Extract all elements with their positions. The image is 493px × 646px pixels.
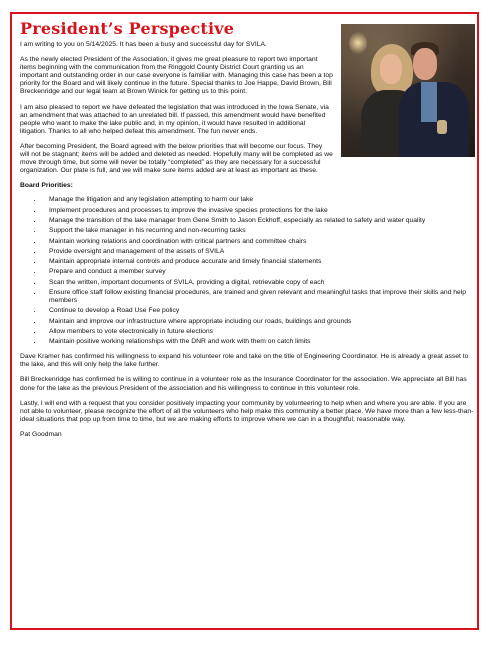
- list-item: • Maintain working relations and coordination with critical partners and committee chairs: [43, 238, 475, 246]
- list-item: • Support the lake manager in his recurring and non-recurring tasks: [43, 227, 475, 235]
- signature: Pat Goodman: [20, 430, 62, 438]
- priorities-heading: Board Priorities:: [20, 182, 73, 190]
- paragraph-legislation: I am also pleased to report we have defeated the legislation that was introduced in the Iowa Senate, via an amendment that was attached to an unrelated bill. If passed, this amendment would have benefited people who want to make the lake public and, in my opinion, it would have resulted in additional litigation. Thanks to all who helped defeat this amendment. The fun never ends.: [20, 103, 329, 135]
- list-item: • Continue to develop a Road Use Fee policy: [43, 307, 475, 315]
- paragraph-volunteer-request: Lastly, I will end with a request that you consider positively impacting your community by volunteering to help when and where you are able. If you are not able to volunteer, please recognize the effort of all the volunteers who help make this community a better place. We have more than a few less-than-ideal situations that pop up from time to time, but we are making efforts to improve where we can in a thoughtful, reasonable way.: [20, 399, 474, 423]
- list-item: • Prepare and conduct a member survey: [43, 268, 475, 276]
- article: [20, 20, 475, 446]
- paragraph-court-order: As the newly elected President of the Association, it gives me great pleasure to report two important items beginning with the communication from the Ringgold County District Court granting us an important and outstanding order in our case everyone is familiar with. Managing this case has been a top priority for the Board and will likely continue in the future. Special thanks to Joe Happe, David Brown, Bill Breckenridge and our legal team at Brown Winick for getting us to this point.: [20, 56, 333, 96]
- list-item: • Maintain positive working relationships with the DNR and work with them on catch limits: [43, 338, 475, 346]
- president-photo: [341, 24, 475, 157]
- list-item: • Allow members to vote electronically in future elections: [43, 328, 475, 336]
- page-title: President’s Perspective: [20, 19, 235, 38]
- list-item: • Implement procedures and processes to improve the invasive species protections for the lake: [43, 207, 475, 215]
- list-item: • Provide oversight and management of the assets of SVILA: [43, 248, 475, 256]
- paragraph-insurance-coordinator: Bill Breckenridge has confirmed he is willing to continue in a volunteer role as the Insurance Coordinator for the association. We appreciate all Bill has done for the lake as the previous President of the association and his willingness to continue in this volunteer role.: [20, 376, 467, 392]
- paragraph-date: I am writing to you on 5/14/2025. It has been a busy and successful day for SVILA.: [20, 41, 267, 48]
- list-item: • Ensure office staff follow existing financial procedures, are trained and given relevant and meaningful tasks that improve their skills and help members: [43, 289, 475, 305]
- list-item: • Maintain appropriate internal controls and produce accurate and timely financial statements: [43, 258, 475, 266]
- priorities-list: [20, 196, 475, 346]
- list-item: • Maintain and improve our infrastructure where appropriate including our roads, buildings and grounds: [43, 318, 475, 326]
- list-item: • Manage the transition of the lake manager from Gene Smith to Jason Eckhoff, especially as related to safety and water quality: [43, 217, 475, 225]
- paragraph-priorities-intro: After becoming President, the Board agreed with the below priorities that will become our focus. They will not be stagnant; items will be added and deleted as needed. Hopefully many will be completed as we move through time, but some will never be totally “completed” as they are necessary for a successful organization. Our plate is full, and we will make sure items added are at least as important as these.: [20, 142, 333, 175]
- list-item: • Scan the written, important documents of SVILA, providing a digital, retrievable copy of each: [43, 279, 475, 287]
- paragraph-engineering-coordinator: Dave Kramer has confirmed his willingness to expand his volunteer role and take on the title of Engineering Coordinator. He is already a great asset to the lake, and this will only help the lake further.: [20, 353, 469, 369]
- list-item: • Manage the litigation and any legislation attempting to harm our lake: [43, 196, 475, 204]
